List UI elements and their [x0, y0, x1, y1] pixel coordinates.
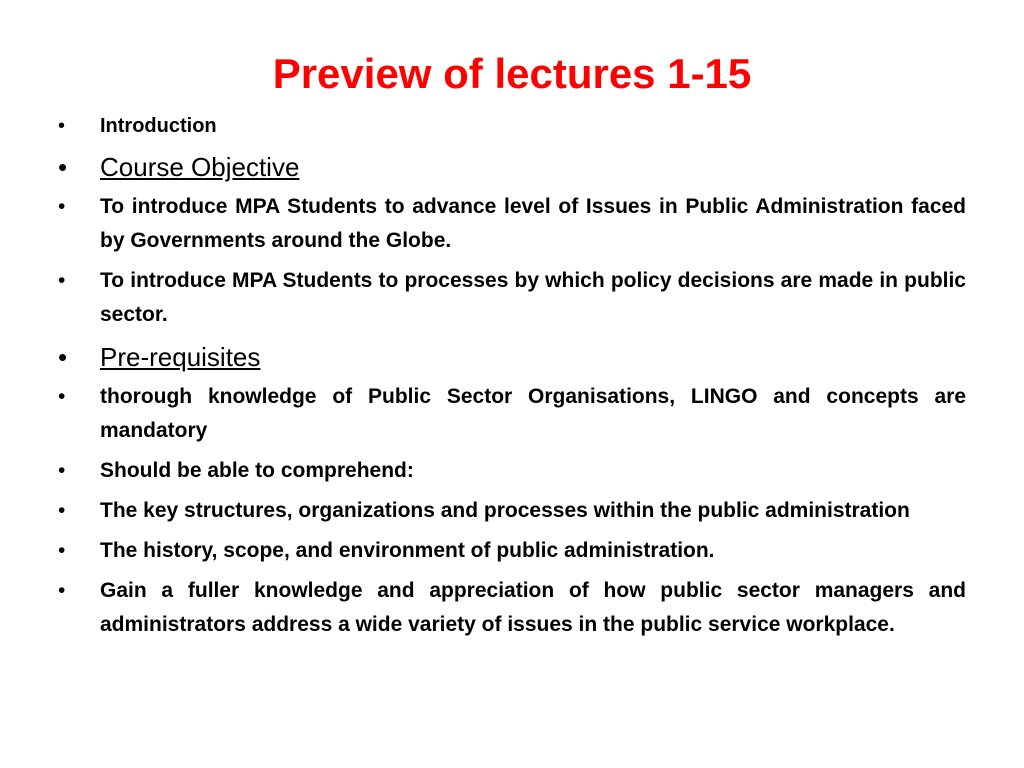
list-item-text: Gain a fuller knowledge and appreciation of how public sector managers and administrators address a wide variety of issues in the public service workplace.	[100, 579, 966, 636]
list-item-text: To introduce MPA Students to processes by which policy decisions are made in public sector.	[100, 269, 966, 326]
bullet-icon: •	[58, 579, 66, 602]
bullet-icon: •	[58, 539, 66, 562]
list-item-prereq-4	[56, 534, 966, 568]
bullet-list	[56, 110, 966, 648]
list-item-prereq-1	[56, 380, 966, 448]
list-item-text: The key structures, organizations and processes within the public administration	[100, 499, 910, 522]
bullet-icon: •	[58, 115, 66, 137]
list-item-prereq-5	[56, 574, 966, 642]
list-item-prereq-3	[56, 494, 966, 528]
bullet-icon: •	[58, 195, 66, 218]
list-item-objective-1	[56, 190, 966, 258]
list-item-course-objective	[56, 148, 966, 186]
section-heading-prerequisites: Pre-requisites	[100, 342, 261, 372]
list-item-objective-2	[56, 264, 966, 332]
list-item-text: To introduce MPA Students to advance level of Issues in Public Administration faced by Governments around the Globe.	[100, 195, 966, 252]
bullet-icon: •	[58, 342, 68, 372]
section-heading-course-objective: Course Objective	[100, 152, 300, 182]
bullet-icon: •	[58, 152, 68, 182]
list-item-prereq-2	[56, 454, 966, 488]
bullet-icon: •	[58, 385, 66, 408]
slide-title: Preview of lectures 1-15	[272, 50, 752, 97]
list-item-prerequisites	[56, 338, 966, 376]
list-item-text: Should be able to comprehend:	[100, 459, 414, 482]
bullet-icon: •	[58, 499, 66, 522]
bullet-icon: •	[58, 269, 66, 292]
list-item-text: The history, scope, and environment of public administration.	[100, 539, 715, 562]
bullet-icon: •	[58, 459, 66, 482]
list-item-text: Introduction	[100, 115, 217, 137]
list-item-introduction	[56, 110, 966, 142]
list-item-text: thorough knowledge of Public Sector Organisations, LINGO and concepts are mandatory	[100, 385, 966, 442]
